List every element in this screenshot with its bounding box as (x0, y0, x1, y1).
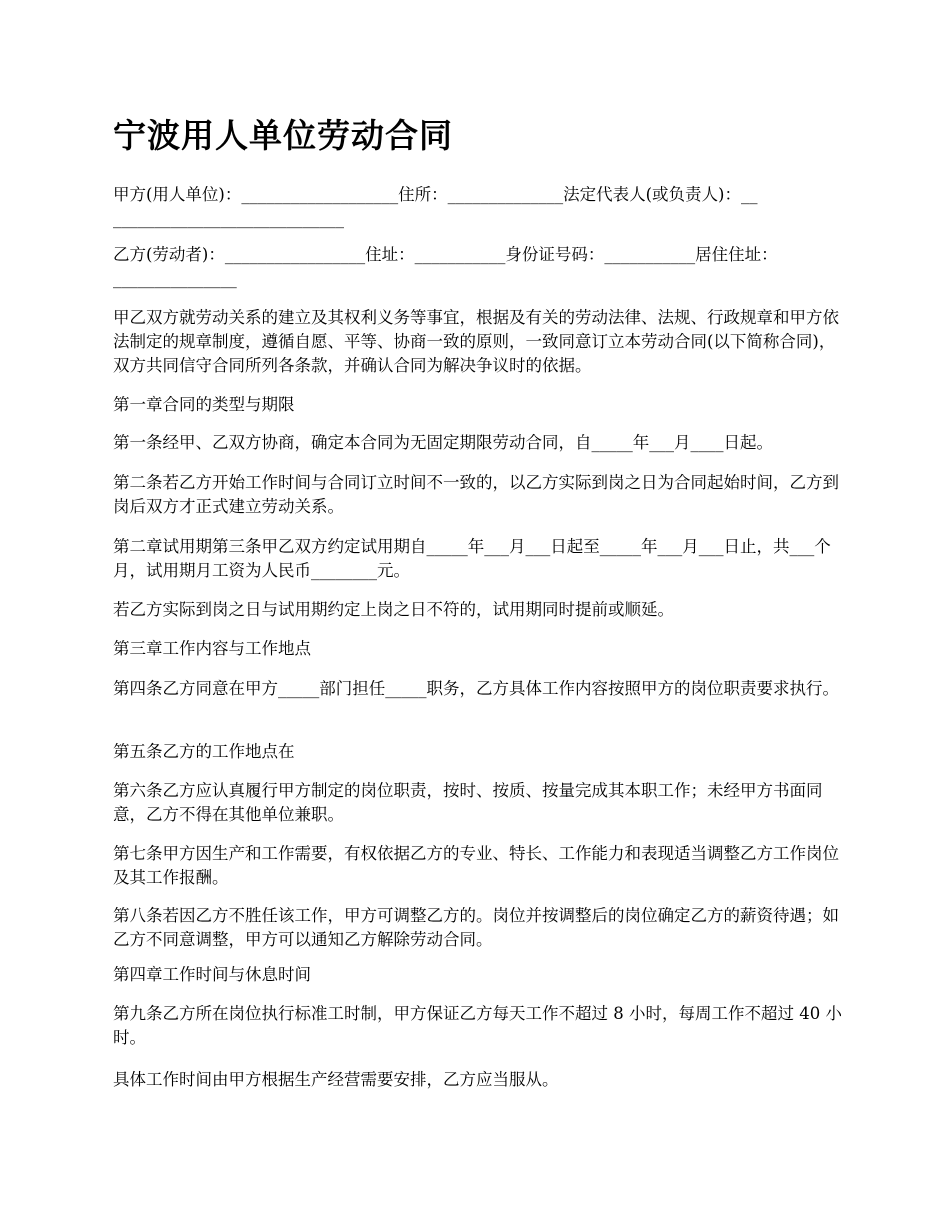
article-4: 第四条乙方同意在甲方_____部门担任_____职务，乙方具体工作内容按照甲方的岗位职责要求执行。 (113, 679, 839, 698)
article-5: 第五条乙方的工作地点在 (113, 742, 295, 761)
article-2: 第二条若乙方开始工作时间与合同订立时间不一致的，以乙方实际到岗之日为合同起始时间，乙方到岗后双方才正式建立劳动关系。 (113, 473, 839, 516)
chapter-1-heading: 第一章合同的类型与期限 (113, 395, 295, 414)
article-7: 第七条甲方因生产和工作需要，有权依据乙方的专业、特长、工作能力和表现适当调整乙方工作岗位及其工作报酬。 (113, 844, 839, 887)
chapter-3-heading: 第三章工作内容与工作地点 (113, 639, 311, 658)
chapter-4-heading: 第四章工作时间与休息时间 (113, 965, 311, 984)
article-8: 第八条若因乙方不胜任该工作，甲方可调整乙方的。岗位并按调整后的岗位确定乙方的薪资待遇；如乙方不同意调整，甲方可以通知乙方解除劳动合同。 (113, 906, 839, 949)
party-b-line: 乙方(劳动者)：_________________住址：___________身份证号码：___________居住住址：_______________ (113, 245, 778, 288)
document-title: 宁波用人单位劳动合同 (113, 116, 453, 155)
article-6: 第六条乙方应认真履行甲方制定的岗位职责，按时、按质、按量完成其本职工作；未经甲方书面同意，乙方不得在其他单位兼职。 (113, 781, 823, 824)
party-a-line: 甲方(用人单位)：___________________住所：______________法定代表人(或负责人)：__ ____________________________ (113, 185, 763, 228)
working-hours-note: 具体工作时间由甲方根据生产经营需要安排，乙方应当服从。 (113, 1070, 559, 1089)
probation-note: 若乙方实际到岗之日与试用期约定上岗之日不符的，试用期同时提前或顺延。 (113, 600, 674, 619)
article-1: 第一条经甲、乙双方协商，确定本合同为无固定期限劳动合同，自_____年___月____日起。 (113, 433, 773, 452)
preamble-paragraph: 甲乙双方就劳动关系的建立及其权利义务等事宜，根据及有关的劳动法律、法规、行政规章和甲方依法制定的规章制度，遵循自愿、平等、协商一致的原则，一致同意订立本劳动合同(以下简称合同)，双方共同信守合同所列各条款，并确认合同为解决争议时的依据。 (113, 308, 839, 375)
article-9: 第九条乙方所在岗位执行标准工时制，甲方保证乙方每天工作不超过 8 小时，每周工作不超过 40 小时。 (113, 1004, 842, 1047)
chapter-2-article-3: 第二章试用期第三条甲乙双方约定试用期自_____年___月___日起至_____年___月___日止，共___个月，试用期月工资为人民币________元。 (113, 537, 831, 580)
